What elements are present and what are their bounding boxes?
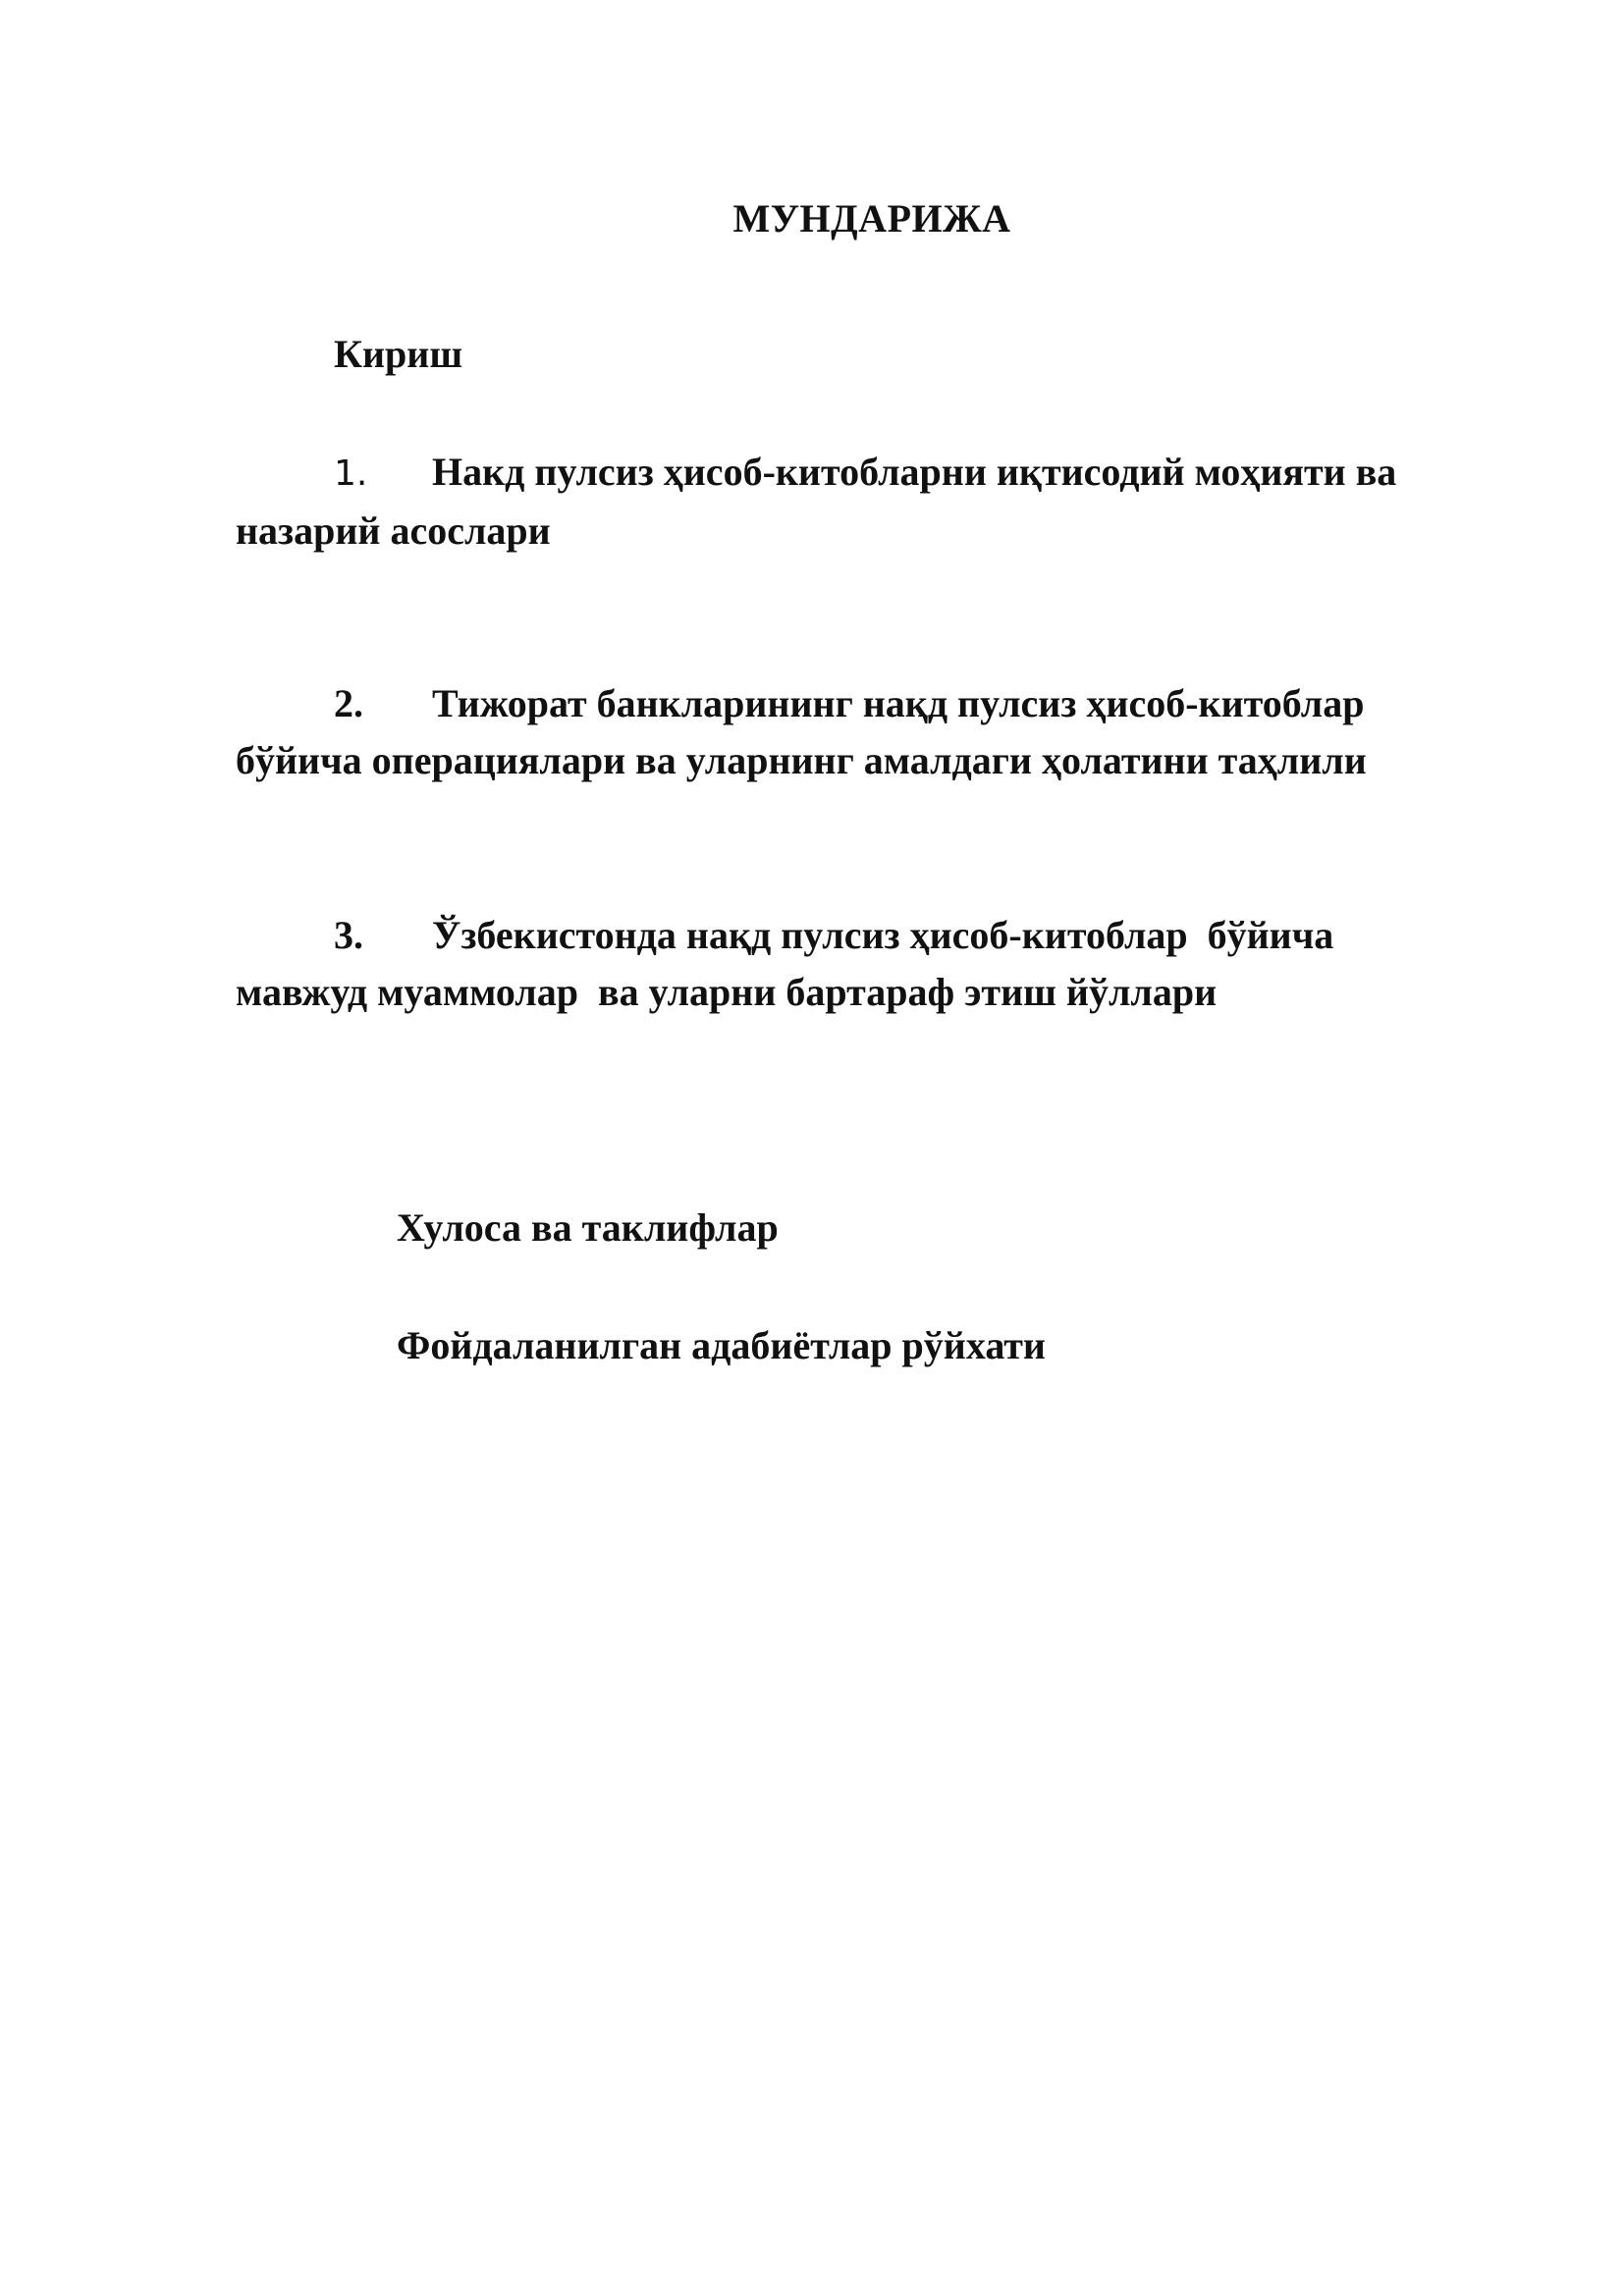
toc-section-1-title-line1: Накд пулсиз ҳисоб-китобларни иқтисодий моҳияти ва [432,450,1397,494]
toc-section-2 [236,675,1532,789]
toc-section-1-title-line2: назарий асослари [236,508,551,553]
toc-section-2-title-line1: Тижорат банкларининг нақд пулсиз ҳисоб-китоблар [432,681,1365,725]
toc-conclusion: Хулоса ва таклифлар [397,1205,779,1250]
page-title: МУНДАРИЖА [732,196,1011,240]
toc-section-3-title-line2: мавжуд муаммолар ва уларни бартараф этиш йўллари [236,970,1218,1014]
toc-section-2-first-line [236,675,1532,732]
toc-section-3-title-line1: Ўзбекистонда нақд пулсиз ҳисоб-китоблар бўйича [432,913,1334,957]
toc-section-1 [236,444,1532,560]
toc-intro: Кириш [334,332,463,376]
toc-section-3-number: 3. [334,913,363,957]
toc-section-3-first-line [236,907,1532,964]
toc-section-1-number: 1. [334,454,368,494]
toc-references: Фойдаланилган адабиётлар рўйхати [397,1323,1046,1367]
toc-section-2-title-line2: бўйича операциялари ва уларнинг амалдаги ҳолатини таҳлили [236,738,1367,782]
toc-section-2-number: 2. [334,681,363,725]
toc-section-3 [236,907,1532,1021]
toc-section-1-first-line [236,444,1532,503]
